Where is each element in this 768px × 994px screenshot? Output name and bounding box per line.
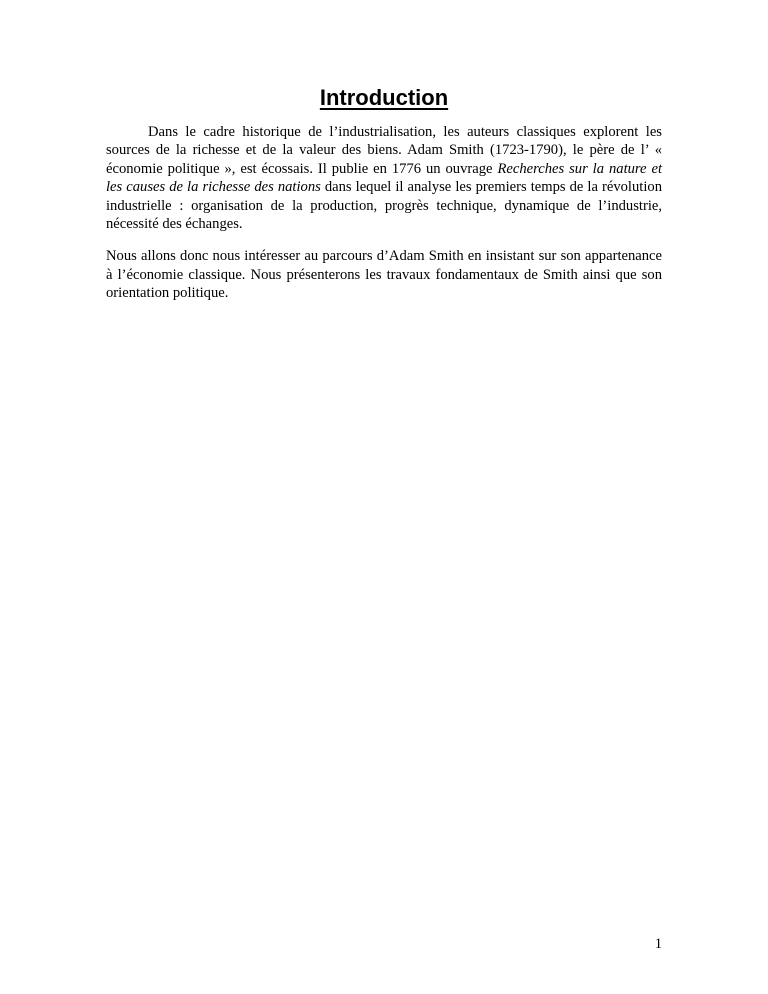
- intro-paragraph-1-part-1: Dans le cadre historique de l’industrialisation, les auteurs classiques explorent les sources de la richesse et de la valeur des biens. Adam Smith (1723-1790), le père de l’ « économie politique », est écossais. Il publie en 1776 un ouvrage: [106, 124, 662, 177]
- intro-paragraph-1: [106, 123, 662, 233]
- page-number: 1: [654, 936, 662, 952]
- intro-paragraph-2: Nous allons donc nous intéresser au parcours d’Adam Smith en insistant sur son appartenance à l’économie classique. Nous présenterons les travaux fondamentaux de Smith ainsi que son orientation politique.: [106, 248, 662, 302]
- book-title: Recherches sur la nature et les causes de la richesse des nations: [106, 160, 662, 196]
- page-title: Introduction: [319, 85, 449, 110]
- body-text: [106, 123, 662, 303]
- intro-paragraph-1-part-2: dans lequel il analyse les premiers temps de la révolution industrielle : organisation de la production, progrès technique, dynamique de l’industrie, nécessité des échanges.: [106, 179, 662, 233]
